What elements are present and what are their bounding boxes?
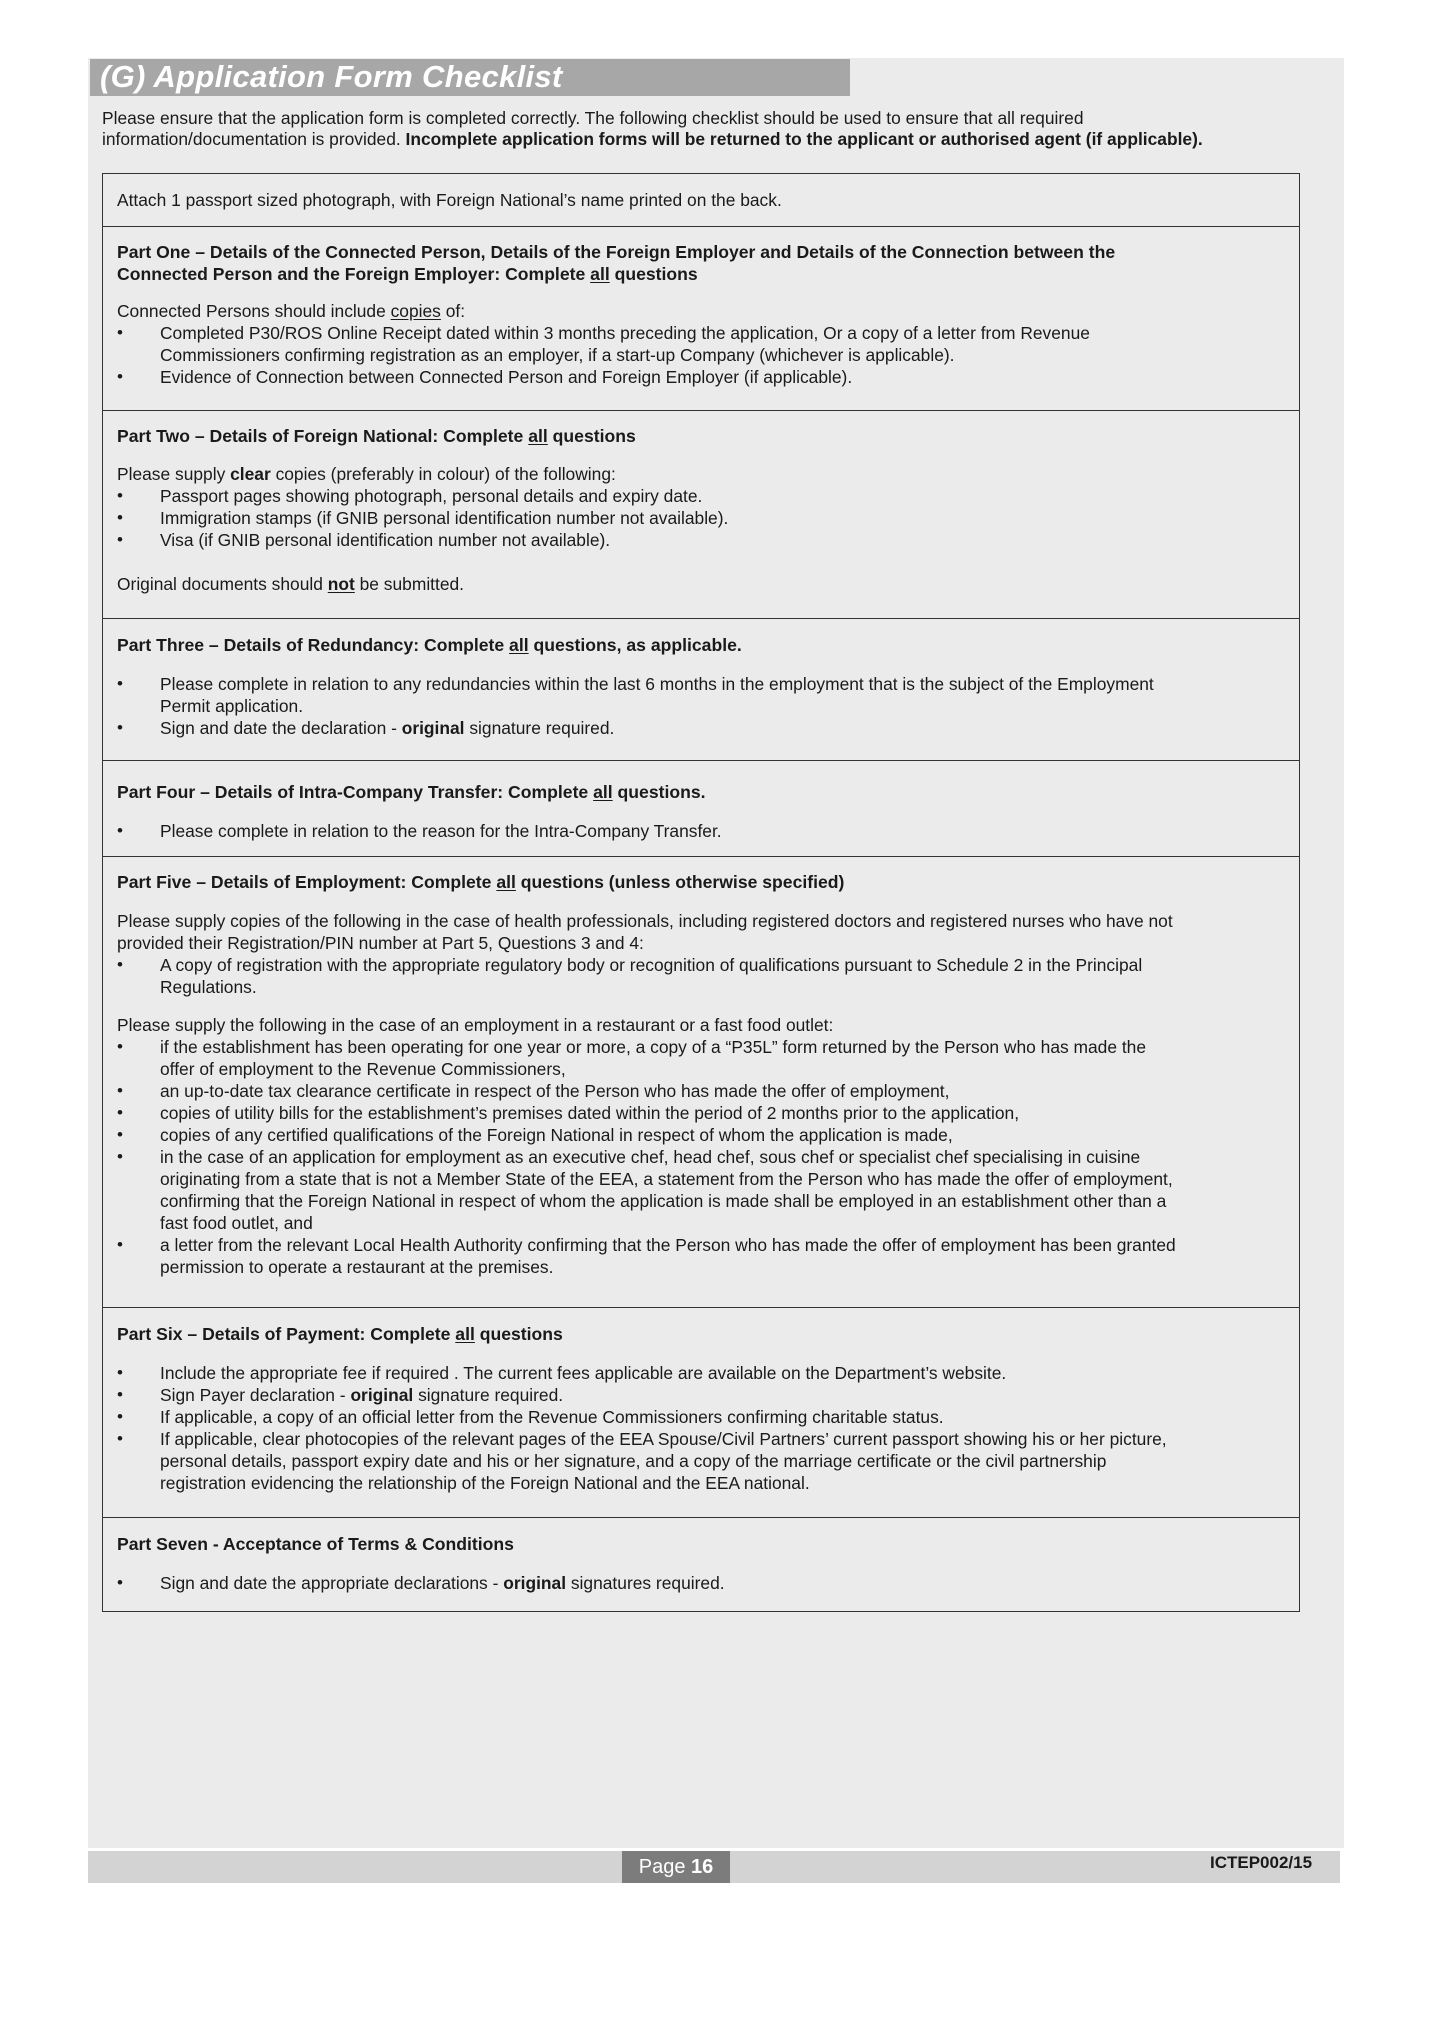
- part-five-restaurant-list: [117, 1036, 1285, 1278]
- part-four-list: [117, 820, 1285, 842]
- list-item: • Immigration stamps (if GNIB personal identification number not available).: [117, 507, 1285, 529]
- section-part-seven: [103, 1518, 1299, 1611]
- list-item-line: Commissioners confirming registration as an employer, if a start-up Company (whichever is applicable).: [160, 345, 955, 365]
- paragraph-line: provided their Registration/PIN number at Part 5, Questions 3 and 4:: [117, 933, 644, 953]
- part-one-heading-line-1: Part One – Details of the Connected Person, Details of the Foreign Employer and Details of the Connection between the: [117, 242, 1116, 262]
- list-item: • If applicable, a copy of an official letter from the Revenue Commissioners confirming charitable status.: [117, 1406, 1285, 1428]
- photo-instruction: Attach 1 passport sized photograph, with Foreign National’s name printed on the back.: [117, 190, 782, 210]
- part-one-heading: [117, 227, 1285, 285]
- page-title: (G) Application Form Checklist: [100, 59, 563, 94]
- part-five-heading-emphasis: all: [496, 872, 516, 892]
- list-item-line: personal details, passport expiry date and his or her signature, and a copy of the marriage certificate or the civil partnership: [160, 1451, 1107, 1471]
- part-two-note: [117, 573, 1285, 595]
- part-five-heading-tail: questions (unless otherwise specified): [515, 872, 845, 892]
- part-six-heading-tail: questions: [474, 1324, 563, 1344]
- section-part-six: [103, 1308, 1299, 1518]
- part-six-list: [117, 1362, 1285, 1494]
- list-item-line: • Please complete in relation to any redundancies within the last 6 months in the employment that is the subject of the Employment: [160, 674, 1154, 694]
- part-two-heading: [117, 411, 1285, 447]
- part-five-heading: [117, 857, 1285, 893]
- page-label: Page: [638, 1856, 686, 1878]
- list-item-tail: signature required.: [464, 718, 615, 738]
- page-number: 16: [691, 1856, 714, 1878]
- list-item: • Please complete in relation to the reason for the Intra-Company Transfer.: [117, 820, 1285, 842]
- part-five-restaurant-intro: Please supply the following in the case of an employment in a restaurant or a fast food outlet:: [117, 1015, 834, 1035]
- list-item: [117, 1572, 1285, 1594]
- part-four-heading-text: Part Four – Details of Intra-Company Transfer: Complete: [117, 782, 594, 802]
- part-three-heading-tail: questions, as applicable.: [528, 635, 742, 655]
- list-item-line: registration evidencing the relationship of the Foreign National and the EEA national.: [160, 1473, 810, 1493]
- paragraph-line: Please supply copies of the following in the case of health professionals, including registered doctors and registered nurses who have not: [117, 911, 1173, 931]
- part-six-heading-text: Part Six – Details of Payment: Complete: [117, 1324, 456, 1344]
- part-three-heading: [117, 619, 1285, 656]
- list-item-line: • in the case of an application for employment as an executive chef, head chef, sous chef or specialist chef specialising in cuisine: [160, 1147, 1141, 1167]
- list-item: [117, 673, 1285, 717]
- part-one-intro-tail: of:: [440, 301, 466, 321]
- list-item-line: fast food outlet, and: [160, 1213, 313, 1233]
- list-item-line: • Completed P30/ROS Online Receipt dated within 3 months preceding the application, Or a copy of a letter from Revenue: [160, 323, 1090, 343]
- list-item-emphasis: original: [350, 1385, 414, 1405]
- part-four-heading-emphasis: all: [593, 782, 613, 802]
- list-item: • Include the appropriate fee if required . The current fees applicable are available on the Department’s website.: [117, 1362, 1285, 1384]
- part-two-note-emphasis: not: [327, 574, 355, 594]
- part-three-list: [117, 673, 1285, 739]
- part-two-intro-emphasis: clear: [230, 464, 271, 484]
- part-four-heading-tail: questions.: [612, 782, 706, 802]
- intro-line-2-text: information/documentation is provided.: [102, 129, 406, 149]
- part-three-heading-emphasis: all: [509, 635, 529, 655]
- list-item: • Evidence of Connection between Connected Person and Foreign Employer (if applicable).: [117, 366, 1285, 388]
- list-item-tail: signatures required.: [566, 1573, 725, 1593]
- part-four-heading: [117, 761, 1285, 803]
- list-item-line: offer of employment to the Revenue Commissioners,: [160, 1059, 566, 1079]
- part-seven-list: [117, 1572, 1285, 1594]
- part-one-list: [117, 322, 1285, 388]
- part-one-heading-tail: questions: [609, 264, 698, 284]
- list-item-text: Sign and date the declaration -: [160, 718, 402, 738]
- part-one-heading-line-2: [117, 263, 1285, 285]
- list-item-line: • If applicable, clear photocopies of the relevant pages of the EEA Spouse/Civil Partners’ current passport showing his or her picture,: [160, 1429, 1167, 1449]
- part-two-intro: [117, 463, 1285, 485]
- intro-line-1: Please ensure that the application form is completed correctly. The following checklist should be used to ensure that all required: [102, 108, 1084, 128]
- list-item-text: Sign Payer declaration -: [160, 1385, 351, 1405]
- list-item: • copies of any certified qualifications of the Foreign National in respect of whom the application is made,: [117, 1124, 1285, 1146]
- section-part-two: [103, 411, 1299, 619]
- list-item: • copies of utility bills for the establishment’s premises dated within the period of 2 months prior to the application,: [117, 1102, 1285, 1124]
- part-two-heading-text: Part Two – Details of Foreign National: Complete: [117, 426, 529, 446]
- list-item: [117, 954, 1285, 998]
- part-five-health-intro: [117, 910, 1285, 954]
- list-item-emphasis: original: [503, 1573, 567, 1593]
- section-part-one: [103, 227, 1299, 411]
- section-part-five: [103, 857, 1299, 1308]
- list-item-text: Sign and date the appropriate declarations -: [160, 1573, 504, 1593]
- list-item-line: • A copy of registration with the appropriate regulatory body or recognition of qualifications pursuant to Schedule 2 in the Principal: [160, 955, 1143, 975]
- page-number-box: [622, 1851, 730, 1883]
- part-five-health-list: [117, 954, 1285, 998]
- list-item-line: originating from a state that is not a Member State of the EEA, a statement from the Person who has made the offer of employment,: [160, 1169, 1173, 1189]
- part-one-intro-text: Connected Persons should include: [117, 301, 391, 321]
- part-two-note-text: Original documents should: [117, 574, 328, 594]
- part-one-intro-emphasis: copies: [390, 301, 441, 321]
- section-part-three: [103, 619, 1299, 761]
- part-two-intro-text: Please supply: [117, 464, 231, 484]
- list-item-line: Permit application.: [160, 696, 304, 716]
- part-six-heading: [117, 1308, 1285, 1345]
- section-photo: [103, 174, 1299, 227]
- intro-paragraph: [102, 108, 1332, 150]
- part-two-heading-emphasis: all: [528, 426, 548, 446]
- part-two-note-tail: be submitted.: [354, 574, 465, 594]
- list-item: [117, 1384, 1285, 1406]
- part-one-heading-emphasis: all: [590, 264, 610, 284]
- intro-warning: Incomplete application forms will be returned to the applicant or authorised agent (if applicable).: [405, 129, 1203, 149]
- list-item: [117, 322, 1285, 366]
- list-item-emphasis: original: [401, 718, 465, 738]
- list-item: [117, 1036, 1285, 1080]
- part-one-intro: [117, 300, 1285, 322]
- list-item-line: Regulations.: [160, 977, 257, 997]
- section-part-four: [103, 761, 1299, 857]
- checklist-table: [102, 173, 1300, 1612]
- intro-line-2: [102, 129, 1332, 150]
- part-seven-heading: Part Seven - Acceptance of Terms & Conditions: [117, 1534, 514, 1554]
- list-item-line: confirming that the Foreign National in respect of whom the application is made shall be employed in an establishment other than a: [160, 1191, 1167, 1211]
- list-item: [117, 1428, 1285, 1494]
- part-two-list: [117, 485, 1285, 551]
- list-item-line: permission to operate a restaurant at the premises.: [160, 1257, 554, 1277]
- list-item: [117, 1234, 1285, 1278]
- part-five-heading-text: Part Five – Details of Employment: Complete: [117, 872, 497, 892]
- part-two-intro-tail: copies (preferably in colour) of the following:: [270, 464, 616, 484]
- part-three-heading-text: Part Three – Details of Redundancy: Complete: [117, 635, 510, 655]
- part-six-heading-emphasis: all: [455, 1324, 475, 1344]
- list-item: [117, 717, 1285, 739]
- part-two-heading-tail: questions: [547, 426, 636, 446]
- list-item-tail: signature required.: [413, 1385, 564, 1405]
- list-item: • Passport pages showing photograph, personal details and expiry date.: [117, 485, 1285, 507]
- list-item-line: • a letter from the relevant Local Health Authority confirming that the Person who has made the offer of employment has been granted: [160, 1235, 1176, 1255]
- list-item: • Visa (if GNIB personal identification number not available).: [117, 529, 1285, 551]
- list-item: [117, 1146, 1285, 1234]
- list-item: • an up-to-date tax clearance certificate in respect of the Person who has made the offer of employment,: [117, 1080, 1285, 1102]
- document-code: ICTEP002/15: [1210, 1853, 1313, 1872]
- part-one-heading-text: Connected Person and the Foreign Employer: Complete: [117, 264, 591, 284]
- list-item-line: • if the establishment has been operating for one year or more, a copy of a “P35L” form returned by the Person who has made the: [160, 1037, 1147, 1057]
